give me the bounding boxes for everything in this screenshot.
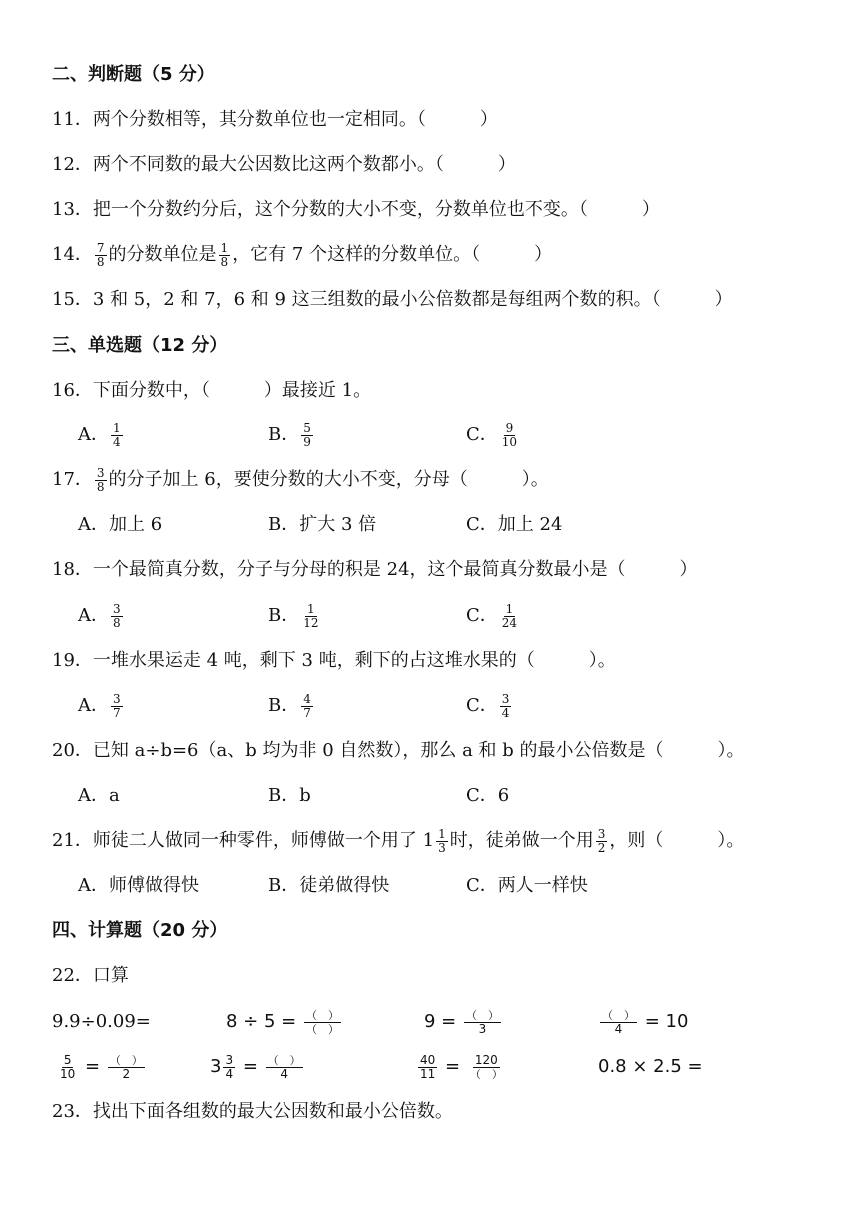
fraction-numerator: 120 <box>474 1052 498 1067</box>
mixed-whole: 3 <box>210 1056 222 1077</box>
expression-rhs: = 10 <box>644 1011 689 1032</box>
blank-numerator[interactable]: （ ） <box>109 1053 143 1067</box>
question-23: 23．找出下面各组数的最大公因数和最小公倍数。 <box>52 1101 453 1122</box>
question-11: 11．两个分数相等，其分数单位也一定相同。（ ） <box>52 109 498 130</box>
question-21-text-1: 21．师徒二人做同一种零件，师傅做一个用了 1 <box>52 830 435 851</box>
calc-expression-3 <box>424 1008 503 1036</box>
question-17 <box>52 466 549 494</box>
blank-denominator[interactable]: （ ） <box>469 1067 503 1081</box>
given-fraction <box>223 1054 235 1081</box>
calc-expression-2 <box>226 1008 343 1036</box>
fraction-denominator: 7 <box>303 705 311 720</box>
option-b[interactable] <box>268 602 323 630</box>
answer-fraction[interactable] <box>266 1054 303 1081</box>
fraction-denominator: 12 <box>303 615 319 630</box>
fraction-3-2 <box>596 828 608 855</box>
fraction-numerator: 3 <box>501 691 510 706</box>
fraction-numerator: 4 <box>303 691 311 706</box>
fraction-numerator: 5 <box>303 420 311 435</box>
option-fraction <box>301 693 313 720</box>
section-title-calc: 四、计算题（20 分） <box>52 920 228 941</box>
option-fraction <box>500 693 512 720</box>
option-b[interactable] <box>268 421 315 449</box>
fraction-3-8 <box>95 467 107 494</box>
fraction-numerator: 3 <box>597 826 606 841</box>
question-14-text-1: 的分数单位是 <box>108 244 217 265</box>
fraction-1-3 <box>436 828 448 855</box>
blank-numerator[interactable]: （ ） <box>305 1008 339 1022</box>
option-label: C． <box>466 695 498 716</box>
fraction-denominator: 3 <box>438 840 446 855</box>
fraction-numerator: 5 <box>63 1052 72 1067</box>
option-label: B． <box>268 424 300 445</box>
fraction-denominator: 7 <box>113 705 121 720</box>
answer-fraction[interactable] <box>468 1054 505 1081</box>
fraction-denominator: 2 <box>597 840 606 855</box>
option-b[interactable]: B．扩大 3 倍 <box>268 514 377 535</box>
calc-expression-5 <box>56 1053 147 1081</box>
question-12: 12．两个不同数的最大公因数比这两个数都小。（ ） <box>52 154 516 175</box>
answer-fraction[interactable] <box>108 1054 145 1081</box>
option-fraction <box>301 422 313 449</box>
fraction-numerator: 1 <box>438 826 446 841</box>
question-14-number: 14． <box>52 244 93 265</box>
section-title-judge: 二、判断题（5 分） <box>52 64 215 85</box>
given-fraction <box>418 1054 437 1081</box>
question-18: 18．一个最简真分数，分子与分母的积是 24，这个最简真分数最小是（ ） <box>52 559 698 580</box>
calc-expression-8: 0.8 × 2.5 = <box>598 1056 703 1077</box>
answer-fraction[interactable] <box>304 1009 341 1036</box>
fraction-1-8 <box>219 242 231 269</box>
blank-numerator[interactable]: （ ） <box>267 1053 301 1067</box>
fraction-numerator: 1 <box>220 240 229 255</box>
option-c[interactable]: C．加上 24 <box>466 514 563 535</box>
option-b[interactable] <box>268 692 315 720</box>
option-a[interactable]: A．师傅做得快 <box>78 875 199 896</box>
option-label: C． <box>466 605 498 626</box>
fraction-numerator: 3 <box>113 601 121 616</box>
fraction-denominator: 10 <box>60 1066 76 1081</box>
option-c[interactable] <box>466 602 521 630</box>
question-21-text-3: ，则（ ）。 <box>609 830 745 851</box>
fraction-denominator: 4 <box>225 1066 234 1081</box>
question-13: 13．把一个分数约分后，这个分数的大小不变，分数单位也不变。（ ） <box>52 199 660 220</box>
fraction-denominator: 3 <box>478 1021 487 1036</box>
fraction-numerator: 1 <box>113 420 121 435</box>
question-16: 16．下面分数中，（ ）最接近 1。 <box>52 380 372 401</box>
answer-fraction[interactable] <box>464 1009 501 1036</box>
fraction-numerator: 3 <box>113 691 121 706</box>
fraction-denominator: 2 <box>122 1066 131 1081</box>
option-fraction <box>111 693 123 720</box>
fraction-numerator: 1 <box>307 601 315 616</box>
given-fraction <box>58 1054 77 1081</box>
option-label: B． <box>268 605 300 626</box>
option-label: A． <box>78 695 109 716</box>
fraction-denominator: 8 <box>96 479 105 494</box>
question-21-text-2: 时，徒弟做一个用 <box>449 830 594 851</box>
option-c[interactable]: C．6 <box>466 785 510 806</box>
option-fraction <box>500 422 519 449</box>
question-14-text-2: ，它有 7 个这样的分数单位。（ ） <box>232 244 553 265</box>
option-a[interactable]: A．a <box>78 785 120 806</box>
calc-expression-1: 9.9÷0.09= <box>52 1011 151 1032</box>
option-fraction <box>301 603 320 630</box>
fraction-denominator: 4 <box>113 434 121 449</box>
question-14 <box>52 241 552 269</box>
calc-expression-6 <box>210 1053 305 1081</box>
fraction-denominator: 9 <box>303 434 311 449</box>
fraction-denominator: 4 <box>614 1021 623 1036</box>
equals-sign: = <box>242 1056 258 1077</box>
question-17-number: 17． <box>52 469 93 490</box>
equals-sign: = <box>85 1056 101 1077</box>
option-fraction <box>500 603 519 630</box>
fraction-denominator: 8 <box>96 254 105 269</box>
fraction-denominator: 4 <box>501 705 510 720</box>
question-15: 15．3 和 5，2 和 7，6 和 9 这三组数的最小公倍数都是每组两个数的积。（ ） <box>52 289 733 310</box>
fraction-7-8 <box>95 242 107 269</box>
fraction-denominator: 10 <box>501 434 518 449</box>
option-b[interactable]: B．b <box>268 785 311 806</box>
option-label: C． <box>466 424 498 445</box>
option-fraction <box>111 603 123 630</box>
section-title-choice: 三、单选题（12 分） <box>52 335 228 356</box>
fraction-numerator: 7 <box>96 240 105 255</box>
fraction-numerator: 1 <box>505 601 514 616</box>
fraction-numerator: 9 <box>505 420 514 435</box>
fraction-denominator: 24 <box>501 615 518 630</box>
calc-expression-7 <box>416 1053 507 1081</box>
option-label: B． <box>268 695 300 716</box>
calc-expression-4 <box>598 1008 688 1036</box>
option-a[interactable] <box>78 421 125 449</box>
option-label: A． <box>78 605 109 626</box>
option-b[interactable]: B．徒弟做得快 <box>268 875 390 896</box>
option-c[interactable] <box>466 692 513 720</box>
expression-lhs: 8 ÷ 5 = <box>226 1011 297 1032</box>
option-a[interactable]: A．加上 6 <box>78 514 163 535</box>
option-label: A． <box>78 424 109 445</box>
option-a[interactable] <box>78 692 125 720</box>
answer-fraction[interactable] <box>600 1009 637 1036</box>
fraction-denominator: 4 <box>280 1066 288 1081</box>
blank-numerator[interactable]: （ ） <box>466 1008 499 1022</box>
fraction-denominator: 11 <box>420 1066 436 1081</box>
option-c[interactable] <box>466 421 521 449</box>
expression-lhs: 9 = <box>424 1011 457 1032</box>
option-c[interactable]: C．两人一样快 <box>466 875 588 896</box>
question-21 <box>52 827 744 855</box>
question-20: 20．已知 a÷b=6（a、b 均为非 0 自然数），那么 a 和 b 的最小公倍数是（ ）。 <box>52 740 745 761</box>
fraction-denominator: 8 <box>220 254 229 269</box>
option-a[interactable] <box>78 602 125 630</box>
blank-denominator[interactable]: （ ） <box>305 1022 339 1036</box>
fraction-numerator: 3 <box>96 465 105 480</box>
question-19: 19．一堆水果运走 4 吨，剩下 3 吨，剩下的占这堆水果的（ ）。 <box>52 650 616 671</box>
fraction-numerator: 3 <box>225 1052 234 1067</box>
equals-sign: = <box>445 1056 461 1077</box>
question-17-text: 的分子加上 6，要使分数的大小不变，分母（ ）。 <box>108 469 549 490</box>
fraction-numerator: 40 <box>420 1052 436 1067</box>
question-22: 22．口算 <box>52 965 129 986</box>
blank-numerator[interactable]: （ ） <box>602 1008 635 1022</box>
option-fraction <box>111 422 123 449</box>
fraction-denominator: 8 <box>113 615 121 630</box>
